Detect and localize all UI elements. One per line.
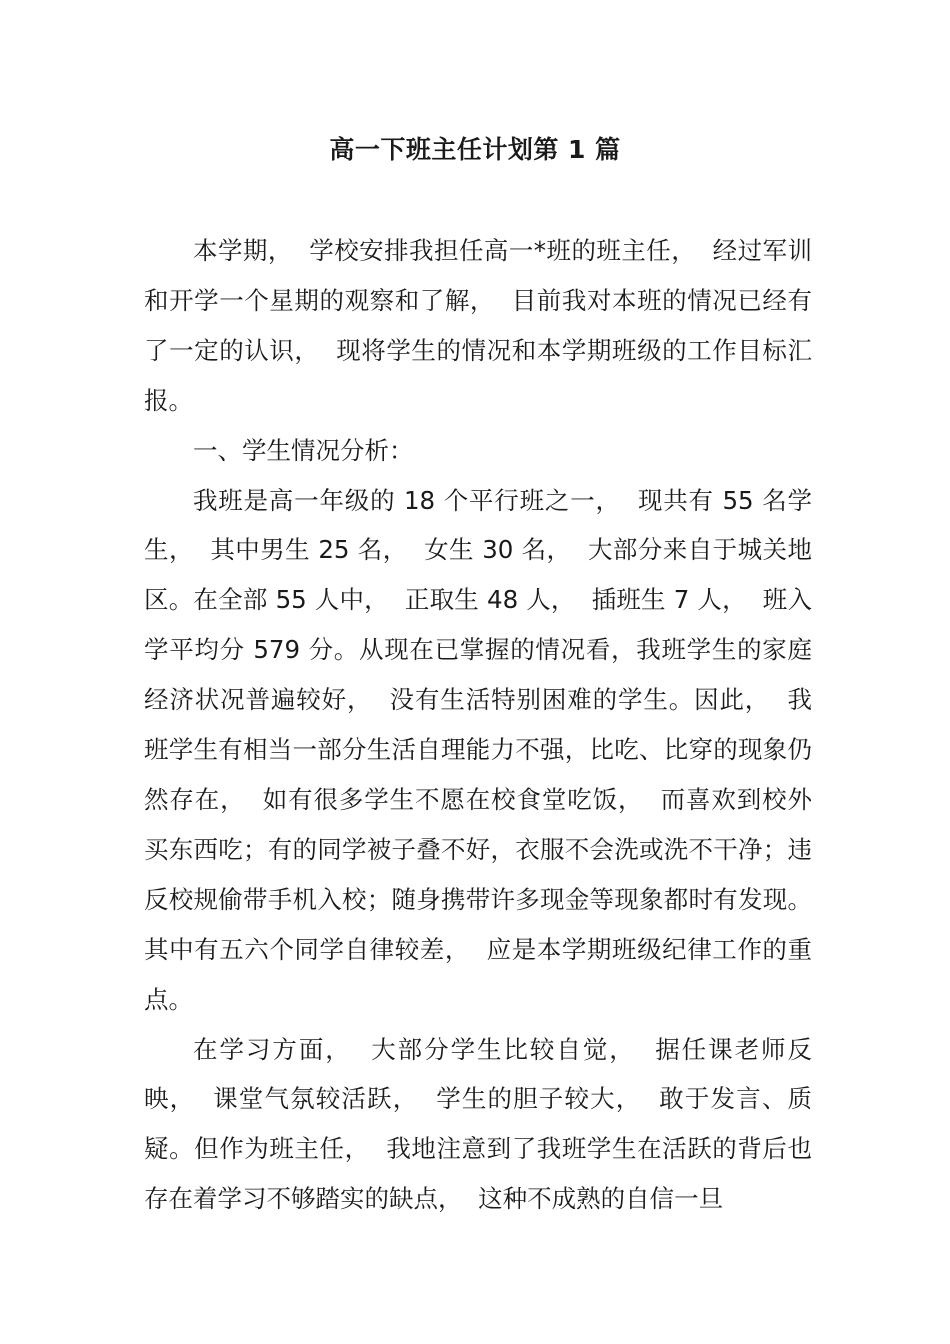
paragraph-intro: 本学期， 学校安排我担任高一*班的班主任， 经过军训和开学一个星期的观察和了解， 目前我对本班的情况已经有了一定的认识， 现将学生的情况和本学期班级的工作目标汇报。: [144, 236, 812, 415]
paragraph-class-overview: 我班是高一年级的 18 个平行班之一， 现共有 55 名学生， 其中男生 25 名， 女生 30 名， 大部分来自于城关地区。在全部 55 人中， 正取生 48 人， 插班生 7 人， 班入学平均分 579 分。从现在已掌握的情况看，我班学生的家庭经济状况普遍较好， 没有生活特别困难的学生。因此， 我班学生有相当一部分生活自理能力不强，比吃、比穿的现象仍然存在， 如有很多学生不愿在校食堂吃饭， 而喜欢到校外买东西吃；有的同学被子叠不好，衣服不会洗或洗不干净；违反校规偷带手机入校；随身携带许多现金等现象都时有发现。其中有五六个同学自律较差， 应是本学期班级纪律工作的重点。: [144, 485, 812, 1014]
document-body: [144, 226, 812, 1224]
paragraph-study-aspect: 在学习方面， 大部分学生比较自觉， 据任课老师反映， 课堂气氛较活跃， 学生的胆子较大， 敢于发言、质疑。但作为班主任， 我地注意到了我班学生在活跃的背后也存在着学习不够踏实的缺点， 这种不成熟的自信一旦: [144, 1034, 812, 1214]
document-title: 高一下班主任计划第 1 篇: [329, 135, 621, 164]
section-heading-student-analysis: 一、学生情况分析：: [193, 435, 414, 465]
